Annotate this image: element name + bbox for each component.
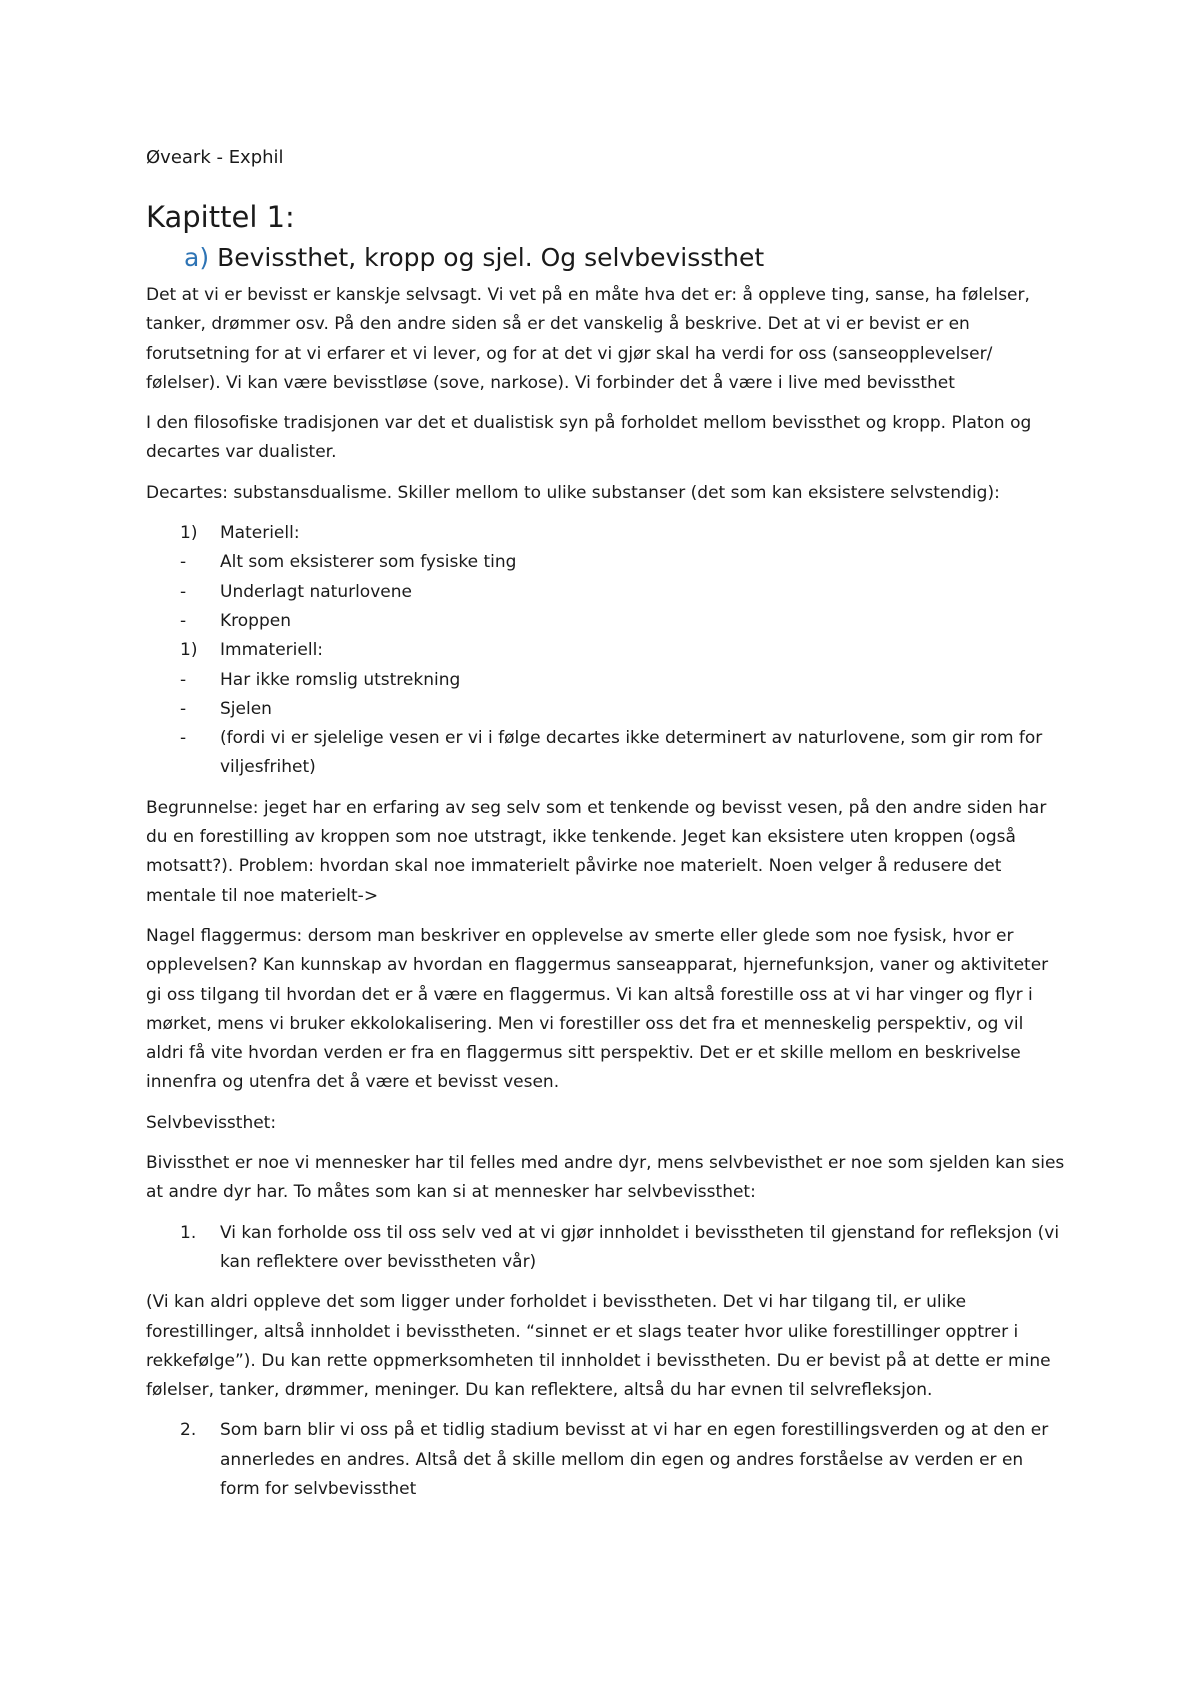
list-item-text: Som barn blir vi oss på et tidlig stadium bevisst at vi har en egen forestillingsverden og at den er annerledes en andres. Altså det å skille mellom din egen og andres forståelse av verden er en form for selvbevissthet	[220, 1420, 1049, 1499]
list-item	[146, 578, 1066, 607]
paragraph: Nagel flaggermus: dersom man beskriver en opplevelse av smerte eller glede som noe fysisk, hvor er opplevelsen? Kan kunnskap av hvordan en flaggermus sanseapparat, hjernefunksjon, vaner og aktiviteter gi oss tilgang til hvordan det er å være en flaggermus. Vi kan altså forestille oss at vi har vinger og flyr i mørket, mens vi bruker ekkolokalisering. Men vi forestiller oss det fra et menneskelig perspektiv, og vil aldri få vite hvordan verden er fra en flaggermus sitt perspektiv. Det er et skille mellom en beskrivelse innenfra og utenfra det å være et bevisst vesen.	[146, 925, 1049, 1093]
list-item-text: Sjelen	[220, 698, 272, 719]
list-item-text: Materiell:	[220, 523, 300, 544]
list-item	[146, 724, 1066, 783]
list-item-text: Kroppen	[220, 610, 291, 631]
list-item-text: Har ikke romslig utstrekning	[220, 669, 461, 690]
self-awareness-list-2	[146, 1416, 1066, 1504]
list-item	[146, 636, 1066, 665]
paragraph: Bivissthet er noe vi mennesker har til felles med andre dyr, mens selvbevisthet er noe som sjelden kan sies at andre dyr har. To måtes som kan si at mennesker har selvbevissthet:	[146, 1153, 1065, 1203]
paragraph: (Vi kan aldri oppleve det som ligger under forholdet i bevisstheten. Det vi har tilgang til, er ulike forestillinger, altså innholdet i bevisstheten. “sinnet er et slags teater hvor ulike forestillinger opptrer i rekkefølge”). Du kan rette oppmerksomheten til innholdet i bevisstheten. Du er bevist på at dette er mine følelser, tanker, drømmer, meninger. Du kan reflektere, altså du har evnen til selvrefleksjon.	[146, 1292, 1051, 1401]
list-item	[146, 607, 1066, 636]
list-item-text: Alt som eksisterer som fysiske ting	[220, 552, 517, 573]
list-marker: 1)	[180, 640, 198, 661]
list-marker: -	[180, 669, 187, 690]
substance-list	[146, 519, 1066, 783]
list-item	[146, 695, 1066, 724]
paragraph: I den filosofiske tradisjonen var det et dualistisk syn på forholdet mellom bevissthet og kropp. Platon og decartes var dualister.	[146, 413, 1032, 463]
list-item	[146, 666, 1066, 695]
list-item	[146, 1219, 1066, 1278]
section-title: Bevissthet, kropp og sjel. Og selvbevissthet	[217, 243, 765, 272]
document-body	[146, 281, 1066, 1515]
document-title: Øveark - Exphil	[146, 147, 284, 168]
list-item	[146, 548, 1066, 577]
list-item-text: Vi kan forholde oss til oss selv ved at vi gjør innholdet i bevisstheten til gjenstand for refleksjon (vi kan reflektere over bevisstheten vår)	[220, 1222, 1060, 1272]
list-marker: -	[180, 698, 187, 719]
list-marker: -	[180, 552, 187, 573]
section-heading	[184, 242, 764, 274]
list-marker: 1.	[180, 1222, 197, 1243]
list-marker: -	[180, 728, 187, 749]
list-item-text: Immateriell:	[220, 640, 324, 661]
paragraph: Selvbevissthet:	[146, 1112, 277, 1133]
list-item	[146, 1416, 1066, 1504]
section-marker: a)	[184, 243, 210, 272]
list-marker: 2.	[180, 1420, 197, 1441]
self-awareness-list-1	[146, 1219, 1066, 1278]
paragraph: Det at vi er bevisst er kanskje selvsagt. Vi vet på en måte hva det er: å oppleve ting, sanse, ha følelser, tanker, drømmer osv. På den andre siden så er det vanskelig å beskrive. Det at vi er bevist er en forutsetning for at vi erfarer et vi lever, og for at det vi gjør skal ha verdi for oss (sanseopplevelser/ følelser). Vi kan være bevisstløse (sove, narkose). Vi forbinder det å være i live med bevissthet	[146, 285, 1030, 393]
paragraph: Begrunnelse: jeget har en erfaring av seg selv som et tenkende og bevisst vesen, på den andre siden har du en forestilling av kroppen som noe utstragt, ikke tenkende. Jeget kan eksistere uten kroppen (også motsatt?). Problem: hvordan skal noe immaterielt påvirke noe materielt. Noen velger å redusere det mentale til noe materielt->	[146, 797, 1047, 906]
list-marker: -	[180, 581, 187, 602]
list-item-text: Underlagt naturlovene	[220, 581, 412, 602]
paragraph: Decartes: substansdualisme. Skiller mellom to ulike substanser (det som kan eksistere selvstendig):	[146, 482, 1000, 503]
list-marker: -	[180, 610, 187, 631]
list-item-text: (fordi vi er sjelelige vesen er vi i følge decartes ikke determinert av naturlovene, som gir rom for viljesfrihet)	[220, 728, 1043, 778]
chapter-heading: Kapittel 1:	[146, 200, 295, 234]
list-marker: 1)	[180, 523, 198, 544]
list-item	[146, 519, 1066, 548]
